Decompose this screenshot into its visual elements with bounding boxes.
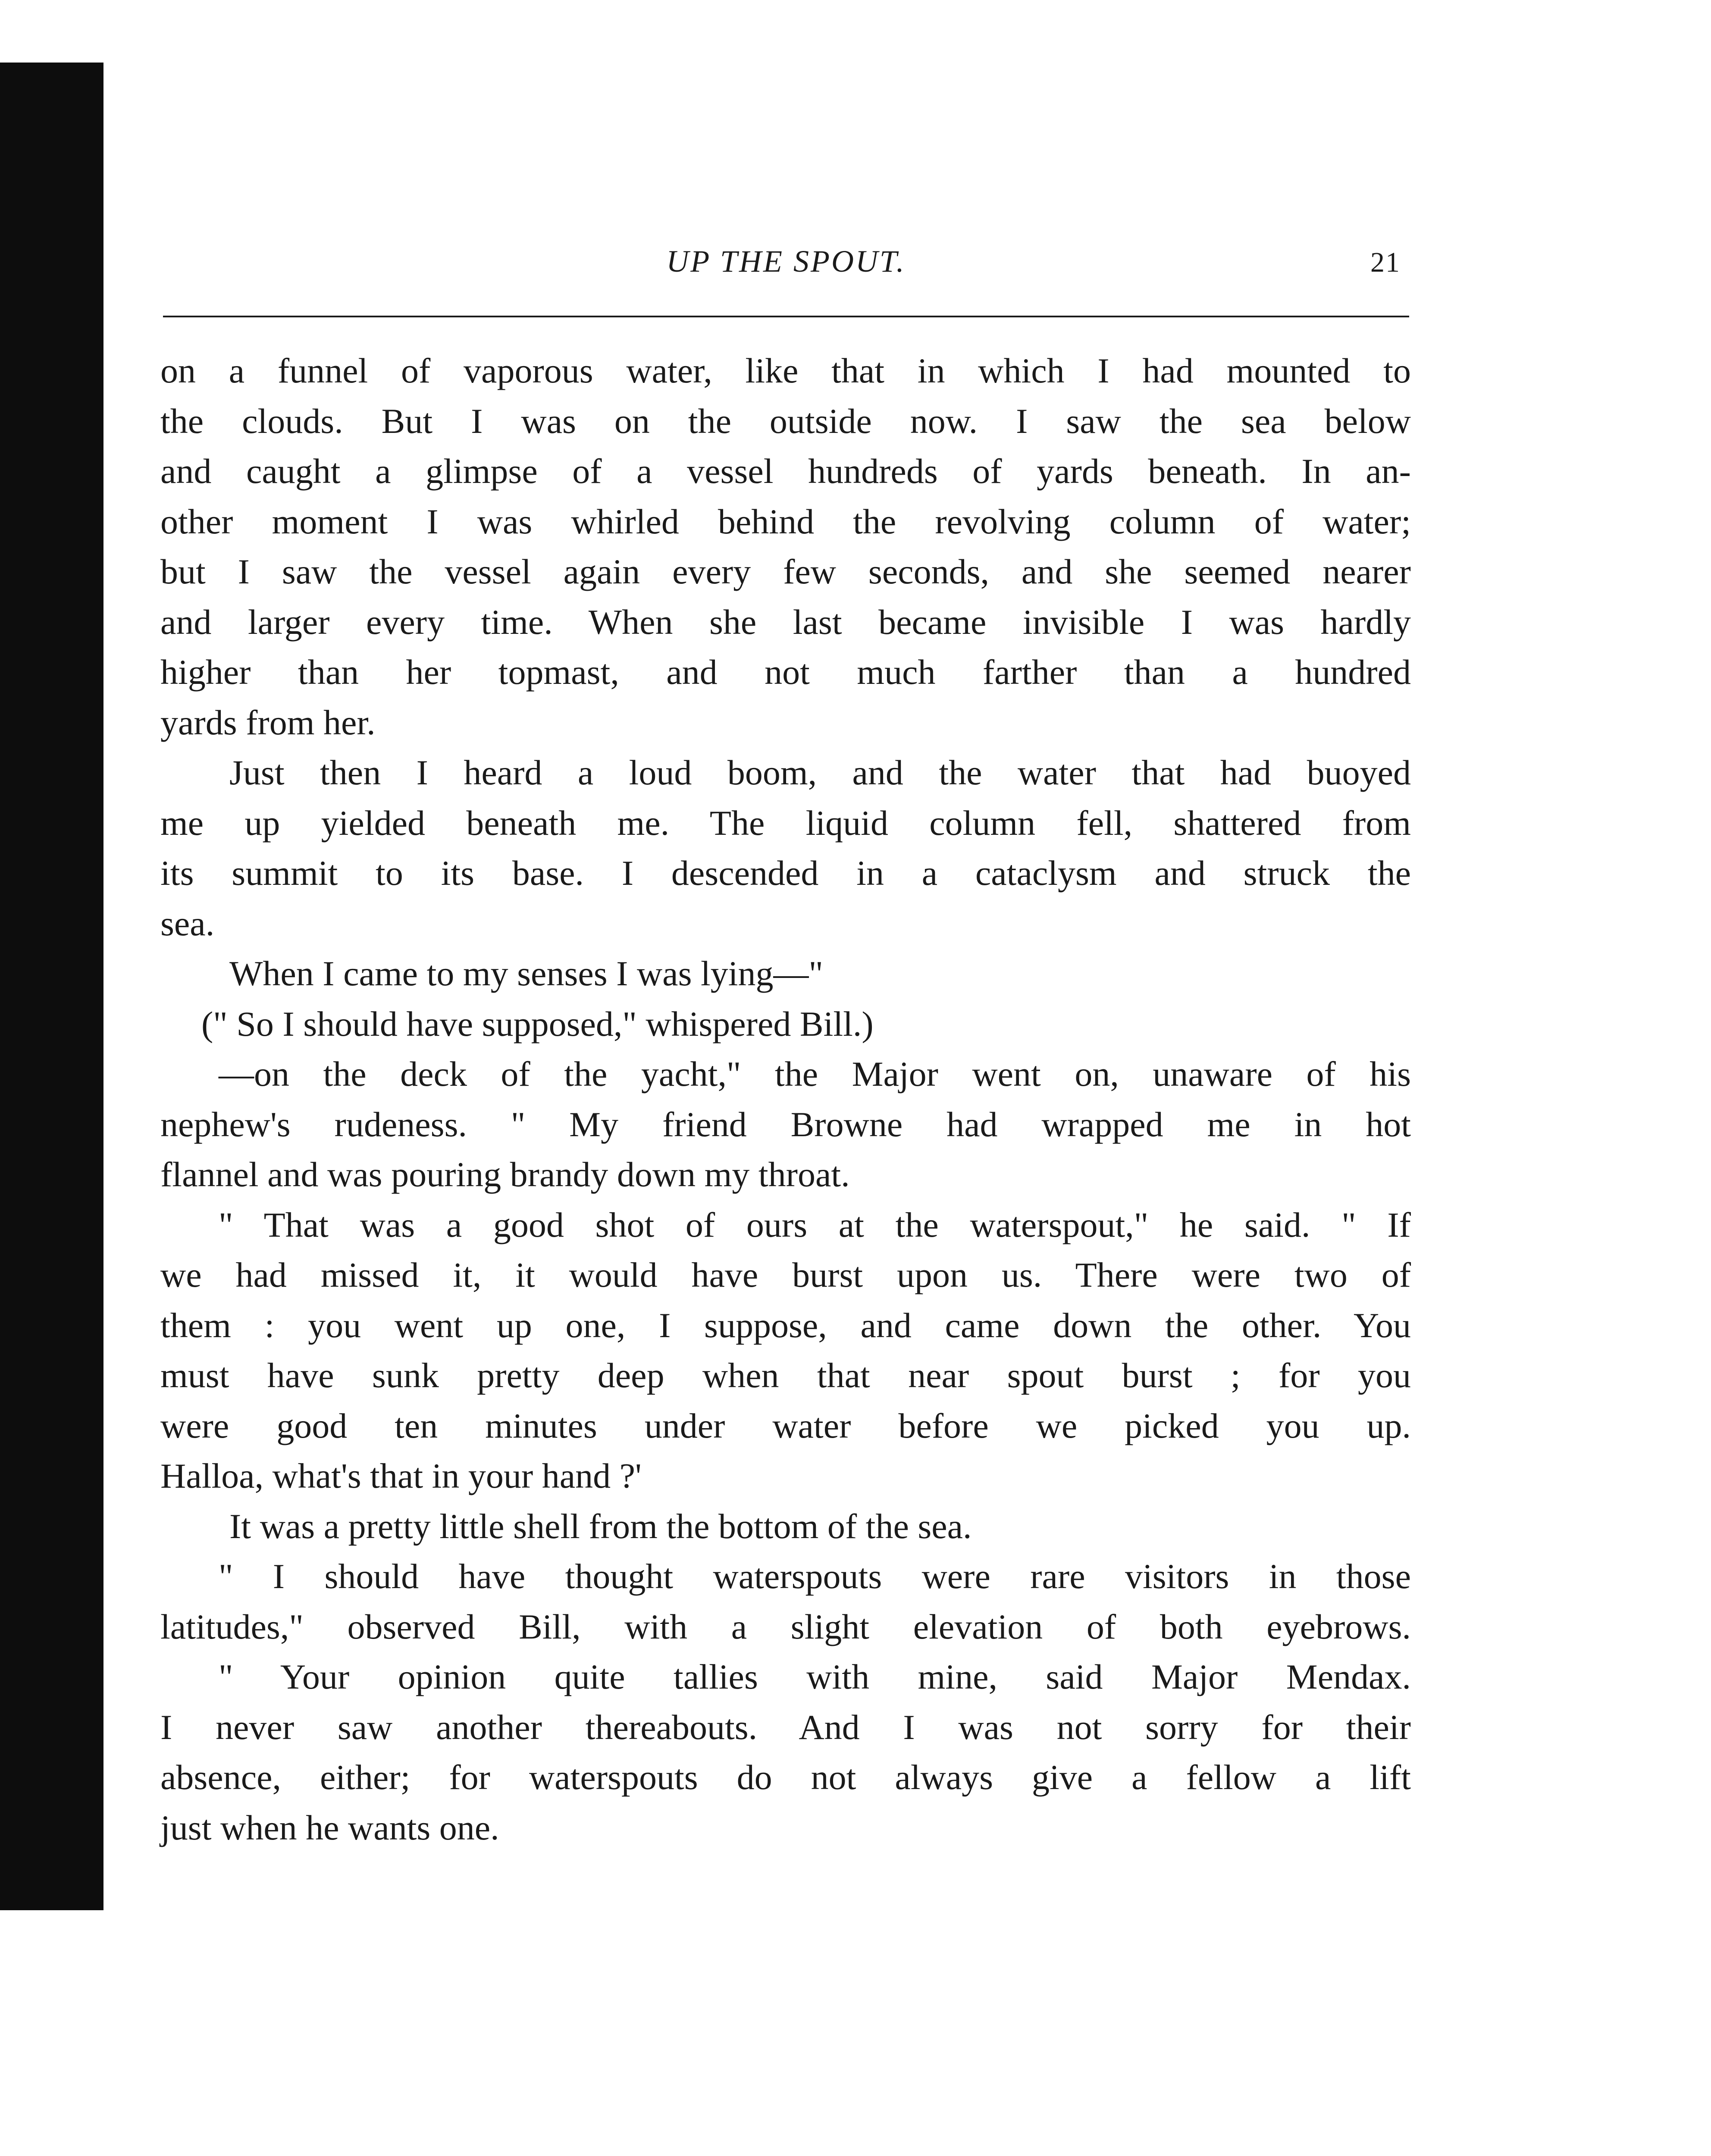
text-line: sea. bbox=[160, 903, 215, 943]
text-line: other moment I was whirled behind the revolving column of water; bbox=[160, 501, 1411, 541]
body-text bbox=[160, 346, 1411, 1853]
header-rule bbox=[163, 316, 1409, 317]
text-line: I never saw another thereabouts. And I was not sorry for their bbox=[160, 1707, 1411, 1747]
text-line: flannel and was pouring brandy down my throat. bbox=[160, 1155, 850, 1194]
text-line: them : you went up one, I suppose, and came down the other. You bbox=[160, 1305, 1411, 1345]
text-line: just when he wants one. bbox=[160, 1808, 499, 1847]
text-line: latitudes," observed Bill, with a slight elevation of both eyebrows. bbox=[160, 1607, 1411, 1646]
page-header bbox=[163, 244, 1409, 291]
text-line: nephew's rudeness. " My friend Browne had wrapped me in hot bbox=[160, 1104, 1411, 1144]
text-line: higher than her topmast, and not much farther than a hundred bbox=[160, 652, 1411, 692]
text-line: and caught a glimpse of a vessel hundreds of yards beneath. In an- bbox=[160, 451, 1411, 491]
text-line: " I should have thought waterspouts were rare visitors in those bbox=[219, 1557, 1411, 1596]
running-head: UP THE SPOUT. bbox=[666, 244, 906, 279]
text-line: (" So I should have supposed," whispered Bill.) bbox=[201, 1004, 874, 1044]
text-line: must have sunk pretty deep when that near spout burst ; for you bbox=[160, 1356, 1411, 1395]
text-line: " Your opinion quite tallies with mine, said Major Mendax. bbox=[219, 1657, 1411, 1696]
text-line: It was a pretty little shell from the bottom of the sea. bbox=[229, 1506, 972, 1546]
text-line: and larger every time. When she last became invisible I was hardly bbox=[160, 602, 1411, 642]
scan-edge-shadow bbox=[0, 63, 103, 1910]
text-line: yards from her. bbox=[160, 702, 376, 742]
text-line: Just then I heard a loud boom, and the water that had buoyed bbox=[229, 753, 1411, 792]
text-line: were good ten minutes under water before we picked you up. bbox=[160, 1406, 1411, 1445]
text-line: we had missed it, it would have burst upon us. There were two of bbox=[160, 1255, 1411, 1294]
text-line: " That was a good shot of ours at the waterspout," he said. " If bbox=[219, 1205, 1411, 1244]
text-line: absence, either; for waterspouts do not always give a fellow a lift bbox=[160, 1758, 1411, 1797]
text-line: its summit to its base. I descended in a cataclysm and struck the bbox=[160, 853, 1411, 893]
text-line: the clouds. But I was on the outside now. I saw the sea below bbox=[160, 401, 1411, 441]
text-line: When I came to my senses I was lying—" bbox=[229, 954, 824, 993]
text-line: but I saw the vessel again every few seconds, and she seemed nearer bbox=[160, 552, 1411, 591]
text-line: Halloa, what's that in your hand ?' bbox=[160, 1456, 642, 1495]
page-number: 21 bbox=[1370, 247, 1401, 278]
text-line: me up yielded beneath me. The liquid column fell, shattered from bbox=[160, 803, 1411, 843]
text-line: on a funnel of vaporous water, like that in which I had mounted to bbox=[160, 351, 1411, 390]
text-line: —on the deck of the yacht," the Major went on, unaware of his bbox=[219, 1054, 1411, 1094]
